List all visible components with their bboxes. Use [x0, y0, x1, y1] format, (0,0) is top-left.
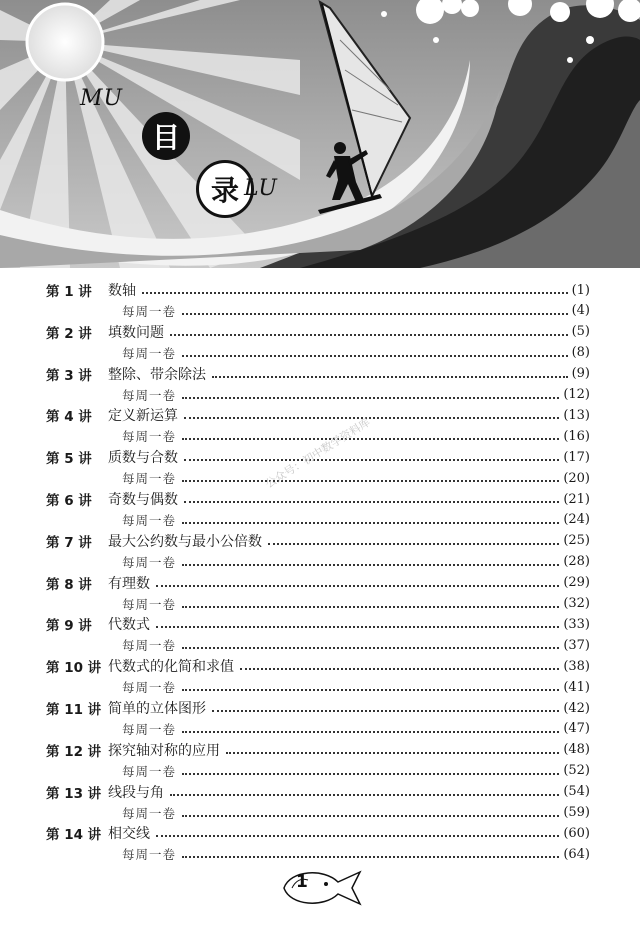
- toc-entry: [0, 364, 640, 384]
- weekly-test-title: 每周一卷: [122, 471, 177, 487]
- toc-subentry: [0, 468, 640, 488]
- toc-entry: [0, 531, 640, 551]
- page-ref: (41): [563, 679, 590, 695]
- toc-subentry: [0, 635, 640, 655]
- title-pinyin-mu: ⅯU: [80, 86, 124, 111]
- dot-leader: [240, 668, 559, 670]
- page-ref: (16): [563, 428, 590, 444]
- page-ref: (5): [571, 324, 590, 340]
- lecture-title: 线段与角: [108, 784, 164, 801]
- page-ref: (25): [563, 533, 590, 549]
- toc-subentry: [0, 510, 640, 530]
- weekly-test-title: 每周一卷: [122, 512, 177, 528]
- lecture-number: 第 2 讲: [46, 325, 92, 342]
- weekly-test-title: 每周一卷: [122, 680, 177, 696]
- lecture-title: 相交线: [108, 826, 150, 843]
- lecture-title: 简单的立体图形: [108, 701, 206, 717]
- weekly-test-title: 每周一卷: [122, 554, 177, 570]
- dot-leader: [156, 626, 559, 628]
- page-ref: (32): [563, 596, 590, 611]
- dot-leader: [212, 376, 568, 378]
- lecture-title: 探究轴对称的应用: [108, 742, 220, 759]
- lecture-number: 第 14 讲: [46, 827, 102, 844]
- toc-entry: [0, 740, 640, 760]
- page-ref: (60): [563, 825, 590, 841]
- toc-subentry: [0, 803, 640, 823]
- dot-leader: [182, 564, 559, 566]
- dot-leader: [182, 815, 559, 817]
- page-ref: (8): [571, 345, 590, 361]
- weekly-test-title: 每周一卷: [122, 721, 177, 737]
- lecture-number: 第 4 讲: [46, 409, 92, 426]
- toc-subentry: [0, 301, 640, 321]
- page-ref: (48): [563, 742, 590, 758]
- lecture-title: 填数问题: [108, 324, 164, 341]
- dot-leader: [182, 731, 559, 733]
- fish-icon: [280, 866, 370, 910]
- page-number: 1: [296, 872, 308, 892]
- toc-entry: [0, 573, 640, 593]
- toc-subentry: [0, 844, 640, 864]
- weekly-test-title: 每周一卷: [122, 847, 177, 863]
- title-pinyin-lu: LU: [244, 176, 278, 201]
- dot-leader: [268, 543, 559, 545]
- page-ref: (52): [563, 763, 590, 779]
- lecture-title: 质数与合数: [108, 450, 178, 467]
- lecture-number: 第 11 讲: [46, 702, 102, 718]
- dot-leader: [182, 606, 559, 608]
- dot-leader: [182, 522, 559, 524]
- lecture-number: 第 12 讲: [46, 743, 102, 760]
- dot-leader: [184, 417, 559, 419]
- lecture-number: 第 7 讲: [46, 534, 92, 551]
- page-ref: (1): [571, 282, 590, 298]
- page-ref: (37): [563, 637, 590, 653]
- lecture-number: 第 1 讲: [46, 284, 92, 300]
- page-ref: (42): [563, 700, 590, 716]
- page-ref: (9): [571, 366, 590, 382]
- dot-leader: [226, 752, 559, 754]
- dot-leader: [182, 689, 559, 691]
- page-ref: (21): [563, 491, 590, 507]
- toc-subentry: [0, 761, 640, 781]
- weekly-test-title: 每周一卷: [122, 429, 177, 445]
- dot-leader: [182, 773, 559, 775]
- page-ref: (59): [563, 805, 590, 820]
- title-char-lu: 录: [196, 160, 254, 218]
- title-char-mu: 目: [142, 112, 190, 160]
- toc-subentry: [0, 343, 640, 363]
- page-number-badge: [280, 866, 370, 910]
- toc-entry: [0, 698, 640, 718]
- weekly-test-title: 每周一卷: [122, 638, 177, 654]
- dot-leader: [184, 501, 559, 503]
- lecture-title: 代数式的化简和求值: [108, 659, 234, 676]
- lecture-number: 第 5 讲: [46, 451, 92, 468]
- page-ref: (24): [563, 512, 590, 528]
- dot-leader: [182, 313, 568, 315]
- dot-leader: [156, 585, 559, 587]
- watermark-text: 公众号：初中数学资料库: [263, 415, 373, 491]
- page-ref: (20): [563, 470, 590, 486]
- page-ref: (13): [563, 407, 590, 423]
- dot-leader: [182, 647, 559, 649]
- dot-leader: [142, 292, 568, 294]
- toc-entry: [0, 656, 640, 676]
- page-ref: (64): [563, 846, 590, 862]
- toc-entry: [0, 782, 640, 802]
- page-ref: (47): [563, 721, 590, 737]
- page-ref: (17): [563, 449, 590, 465]
- dot-leader: [212, 710, 559, 712]
- lecture-number: 第 9 讲: [46, 618, 92, 635]
- toc-subentry: [0, 677, 640, 697]
- toc-entry: [0, 405, 640, 425]
- dot-leader: [184, 459, 559, 461]
- page-ref: (54): [563, 784, 590, 800]
- header-banner: [0, 0, 640, 268]
- lecture-title: 奇数与偶数: [108, 492, 178, 508]
- dot-leader: [156, 835, 559, 837]
- toc-subentry: [0, 385, 640, 405]
- weekly-test-title: 每周一卷: [122, 763, 177, 779]
- lecture-number: 第 8 讲: [46, 576, 92, 593]
- toc-subentry: [0, 719, 640, 739]
- lecture-title: 整除、带余除法: [108, 366, 206, 383]
- dot-leader: [182, 397, 559, 399]
- toc-subentry: [0, 552, 640, 572]
- dot-leader: [182, 480, 559, 482]
- page-ref: (28): [563, 554, 590, 570]
- page-ref: (4): [571, 303, 590, 319]
- lecture-title: 代数式: [108, 617, 150, 634]
- page-ref: (12): [563, 387, 590, 402]
- lecture-title: 最大公约数与最小公倍数: [108, 533, 262, 550]
- weekly-test-title: 每周一卷: [122, 303, 177, 319]
- toc-entry: [0, 823, 640, 843]
- lecture-title: 定义新运算: [108, 408, 178, 425]
- page-ref: (29): [563, 575, 590, 591]
- lecture-title: 数轴: [108, 283, 136, 299]
- toc-subentry: [0, 594, 640, 614]
- weekly-test-title: 每周一卷: [122, 387, 177, 403]
- lecture-title: 有理数: [108, 575, 150, 592]
- toc-entry: [0, 614, 640, 634]
- page-ref: (38): [563, 658, 590, 674]
- dot-leader: [182, 355, 568, 357]
- weekly-test-title: 每周一卷: [122, 345, 177, 361]
- lecture-number: 第 13 讲: [46, 785, 102, 802]
- toc-title: [0, 0, 640, 268]
- toc-entry: [0, 280, 640, 300]
- weekly-test-title: 每周一卷: [122, 805, 177, 821]
- dot-leader: [182, 856, 559, 858]
- dot-leader: [170, 794, 559, 796]
- dot-leader: [170, 334, 568, 336]
- lecture-number: 第 3 讲: [46, 367, 92, 384]
- lecture-number: 第 10 讲: [46, 660, 102, 677]
- toc-entry: [0, 322, 640, 342]
- weekly-test-title: 每周一卷: [122, 596, 177, 612]
- page-ref: (33): [563, 616, 590, 632]
- dot-leader: [182, 438, 559, 440]
- lecture-number: 第 6 讲: [46, 493, 92, 509]
- toc-entry: [0, 489, 640, 509]
